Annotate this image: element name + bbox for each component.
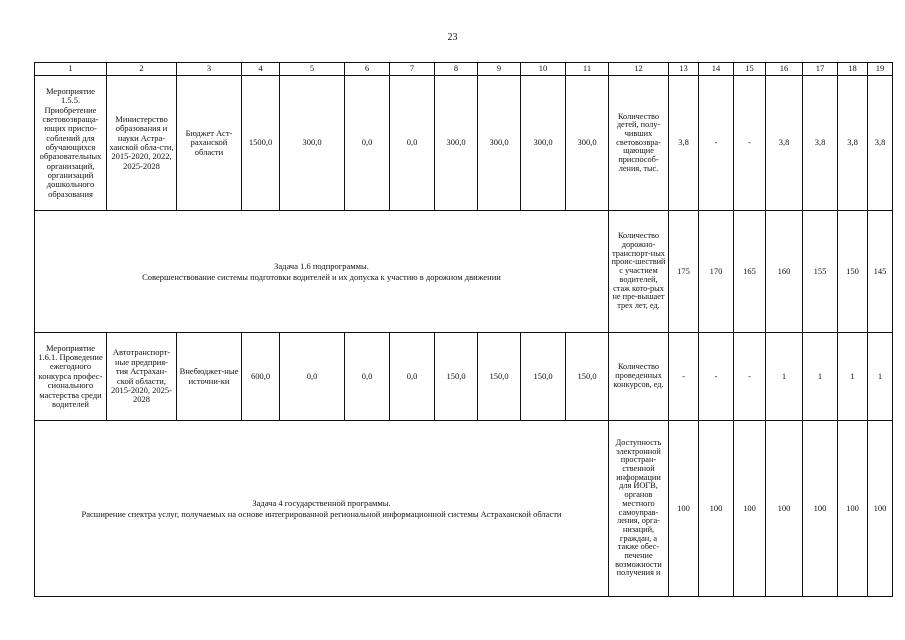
column-number: 3 — [177, 63, 242, 76]
amount-year: 300,0 — [435, 76, 478, 211]
target-value: 100 — [838, 421, 868, 597]
task-description — [35, 211, 609, 333]
column-number: 10 — [521, 63, 566, 76]
task-text: Расширение спектра услуг, получаемых на основе интегрированной региональной информационной системы Астраханской области — [81, 508, 562, 519]
amount-year: 300,0 — [478, 76, 521, 211]
amount-year: 0,0 — [390, 76, 435, 211]
table-row — [35, 76, 893, 211]
column-number: 5 — [280, 63, 345, 76]
target-value: - — [734, 333, 766, 421]
column-number: 17 — [803, 63, 838, 76]
amount-year: 150,0 — [478, 333, 521, 421]
table-row — [35, 333, 893, 421]
task-description — [35, 421, 609, 597]
target-value: 1 — [803, 333, 838, 421]
task-title: Задача 1.6 подпрограммы. — [274, 260, 369, 271]
target-value: 1 — [838, 333, 868, 421]
column-number: 19 — [868, 63, 893, 76]
funding-source: Бюджет Аст-раханской области — [177, 76, 242, 211]
column-number-row — [35, 63, 893, 76]
measure-name: Мероприятие 1.5.5. Приобретение световозвраща-ющих приспо-соблений для обучающихся образовательных организаций, организаций дошкольного образования — [35, 76, 107, 211]
executor: Министерство образования и науки Астра-ханской обла-сти, 2015-2020, 2022, 2025-2028 — [107, 76, 177, 211]
target-value: 150 — [838, 211, 868, 333]
target-value: 3,8 — [838, 76, 868, 211]
target-value: 175 — [669, 211, 699, 333]
amount-total: 600,0 — [242, 333, 280, 421]
target-value: - — [734, 76, 766, 211]
column-number: 2 — [107, 63, 177, 76]
amount-year: 150,0 — [566, 333, 609, 421]
amount-year: 0,0 — [390, 333, 435, 421]
column-number: 14 — [699, 63, 734, 76]
target-value: 145 — [868, 211, 893, 333]
amount-year: 0,0 — [345, 333, 390, 421]
column-number: 16 — [766, 63, 803, 76]
target-value: - — [669, 333, 699, 421]
measure-name: Мероприятие 1.6.1. Проведение ежегодного конкурса профес-сионального мастерства среди водителей — [35, 333, 107, 421]
target-value: 100 — [766, 421, 803, 597]
target-value: 1 — [868, 333, 893, 421]
task-title: Задача 4 государственной программы. — [252, 497, 391, 508]
target-value: 3,8 — [669, 76, 699, 211]
amount-year: 150,0 — [521, 333, 566, 421]
amount-total: 1500,0 — [242, 76, 280, 211]
target-value: 170 — [699, 211, 734, 333]
column-number: 11 — [566, 63, 609, 76]
funding-source: Внебюджет-ные источни-ки — [177, 333, 242, 421]
target-value: 100 — [699, 421, 734, 597]
column-number: 9 — [478, 63, 521, 76]
amount-year: 0,0 — [280, 333, 345, 421]
target-value: 3,8 — [803, 76, 838, 211]
executor: Автотранспорт-ные предприя-тия Астрахан-ской области, 2015-2020, 2025-2028 — [107, 333, 177, 421]
target-value: 100 — [868, 421, 893, 597]
column-number: 4 — [242, 63, 280, 76]
task-row — [35, 211, 893, 333]
column-number: 1 — [35, 63, 107, 76]
column-number: 12 — [609, 63, 669, 76]
program-measures-table — [34, 62, 893, 597]
target-value: 155 — [803, 211, 838, 333]
target-value: - — [699, 76, 734, 211]
target-value: 100 — [669, 421, 699, 597]
task-row — [35, 421, 893, 597]
target-value: 100 — [734, 421, 766, 597]
column-number: 7 — [390, 63, 435, 76]
target-value: 3,8 — [766, 76, 803, 211]
indicator: Доступность электронной простран-ственной информации для ИОГВ, органов местного самоуправ-ления, орга-низаций, граждан, а также обес-печение возможности получения и — [609, 421, 669, 597]
column-number: 8 — [435, 63, 478, 76]
target-value: - — [699, 333, 734, 421]
target-value: 165 — [734, 211, 766, 333]
page-number: 23 — [447, 32, 458, 43]
amount-year: 300,0 — [566, 76, 609, 211]
column-number: 13 — [669, 63, 699, 76]
amount-year: 300,0 — [521, 76, 566, 211]
amount-year: 150,0 — [435, 333, 478, 421]
target-value: 3,8 — [868, 76, 893, 211]
amount-year: 0,0 — [345, 76, 390, 211]
target-value: 1 — [766, 333, 803, 421]
column-number: 6 — [345, 63, 390, 76]
target-value: 100 — [803, 421, 838, 597]
task-text: Совершенствование системы подготовки водителей и их допуска к участию в дорожном движении — [142, 271, 501, 282]
target-value: 160 — [766, 211, 803, 333]
indicator: Количество детей, полу-чивших световозвра-щающие приспособ-ления, тыс. — [609, 76, 669, 211]
indicator: Количество проведенных конкурсов, ед. — [609, 333, 669, 421]
indicator: Количество дорожно-транспорт-ных проис-шествий с участием водителей, стаж кото-рых не пре-вышает трех лет, ед. — [609, 211, 669, 333]
amount-year: 300,0 — [280, 76, 345, 211]
column-number: 15 — [734, 63, 766, 76]
column-number: 18 — [838, 63, 868, 76]
